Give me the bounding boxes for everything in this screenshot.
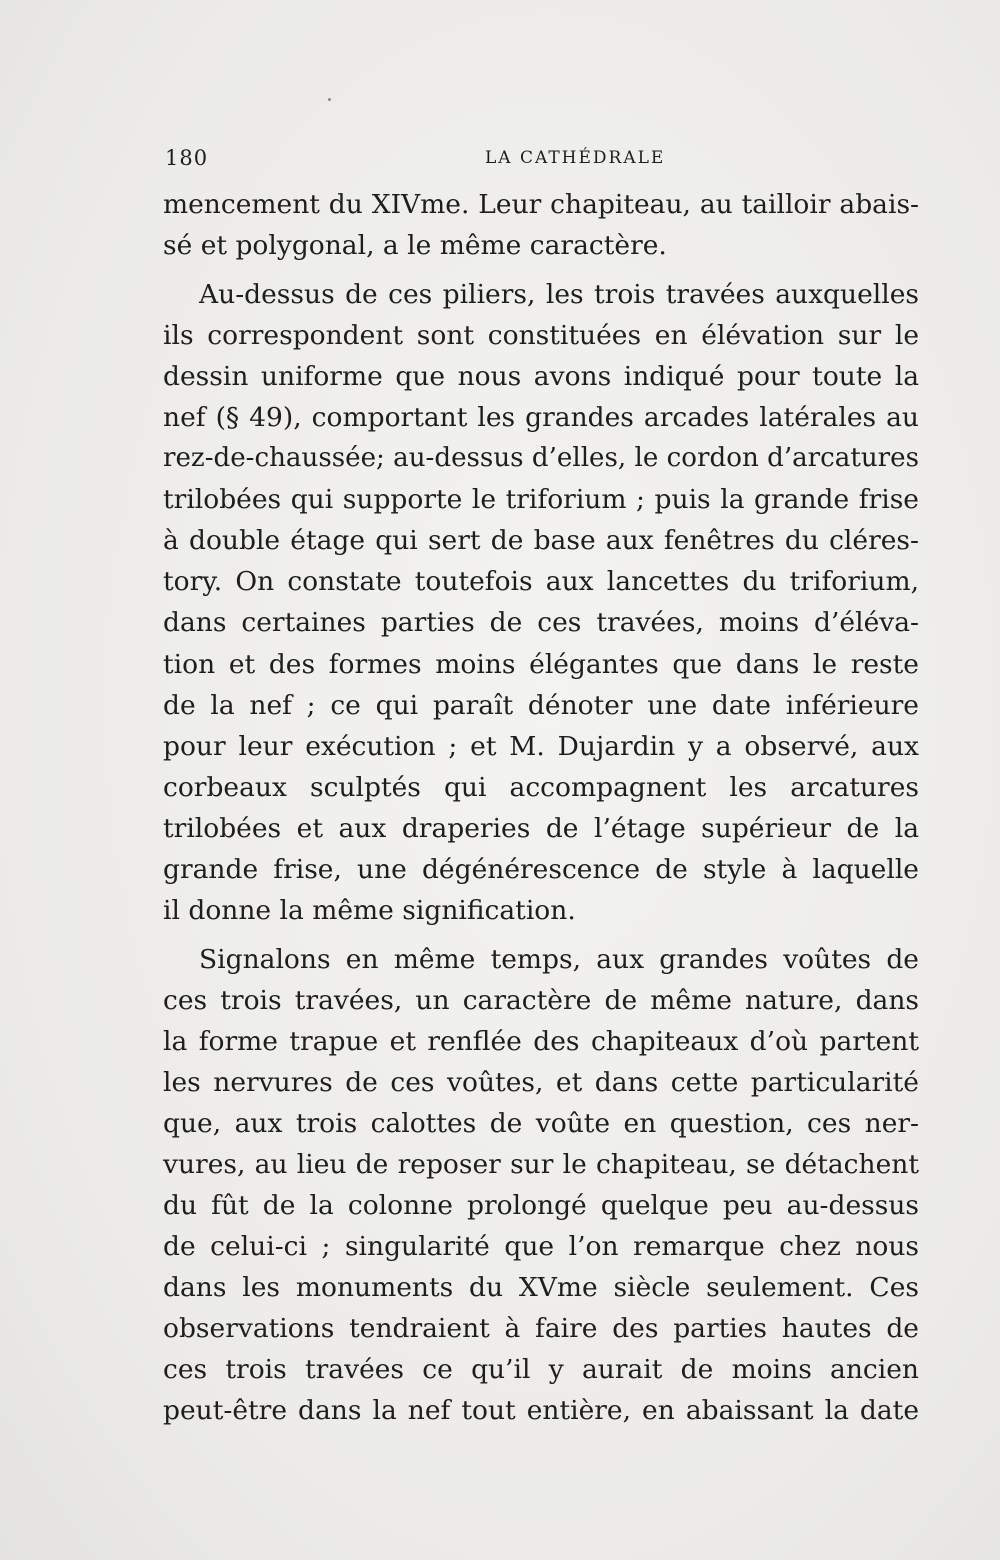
text-line: pour leur exécution ; et M. Dujardin y a observé, aux <box>163 730 919 762</box>
text-line: sé et polygonal, a le même caractère. <box>163 230 667 262</box>
text-line: ils correspondent sont constituées en élévation sur le <box>163 320 919 352</box>
text-line: que, aux trois calottes de voûte en question, ces ner- <box>163 1108 919 1140</box>
text-line: de la nef ; ce qui paraît dénoter une date inférieure <box>163 689 919 721</box>
text-line: la forme trapue et renflée des chapiteaux d’où partent <box>163 1025 919 1057</box>
page-header <box>165 146 915 170</box>
text-line: du fût de la colonne prolongé quelque peu au-dessus <box>163 1190 919 1222</box>
text-line: dans certaines parties de ces travées, moins d’éléva- <box>163 607 919 639</box>
page-number: 180 <box>165 146 209 170</box>
text-line: peut-être dans la nef tout entière, en abaissant la date <box>163 1395 919 1427</box>
paper-speck <box>328 98 331 101</box>
body-text <box>163 184 919 1431</box>
text-line: dans les monuments du XVme siècle seulement. Ces <box>163 1272 919 1304</box>
text-line: de celui-ci ; singularité que l’on remarque chez nous <box>163 1231 919 1263</box>
running-title: LA CATHÉDRALE <box>485 148 666 168</box>
text-line: ces trois travées, un caractère de même nature, dans <box>163 984 919 1016</box>
text-line: à double étage qui sert de base aux fenêtres du cléres- <box>163 525 919 557</box>
text-line: trilobées et aux draperies de l’étage supérieur de la <box>163 812 919 844</box>
text-line: rez-de-chaussée; au-dessus d’elles, le cordon d’arcatures <box>163 443 919 474</box>
text-line: dessin uniforme que nous avons indiqué pour toute la <box>163 361 919 393</box>
text-line: tory. On constate toutefois aux lancettes du triforium, <box>163 566 919 598</box>
text-line: il donne la même signification. <box>163 894 576 926</box>
text-line: vures, au lieu de reposer sur le chapiteau, se détachent <box>163 1149 919 1181</box>
text-line: grande frise, une dégénérescence de style à laquelle <box>163 853 919 885</box>
text-line: ces trois travées ce qu’il y aurait de moins ancien <box>163 1354 919 1386</box>
text-line: les nervures de ces voûtes, et dans cette particularité <box>163 1066 919 1098</box>
text-line: corbeaux sculptés qui accompagnent les arcatures <box>163 771 919 803</box>
text-line: nef (§ 49), comportant les grandes arcades latérales au <box>163 402 919 434</box>
text-line: observations tendraient à faire des parties hautes de <box>163 1313 919 1345</box>
text-line: trilobées qui supporte le triforium ; puis la grande frise <box>163 484 919 516</box>
text-line: Signalons en même temps, aux grandes voûtes de <box>199 943 919 975</box>
text-line: tion et des formes moins élégantes que dans le reste <box>163 648 919 680</box>
text-line: mencement du XIVme. Leur chapiteau, au tailloir abais- <box>163 189 919 220</box>
text-line: Au-dessus de ces piliers, les trois travées auxquelles <box>199 279 919 311</box>
